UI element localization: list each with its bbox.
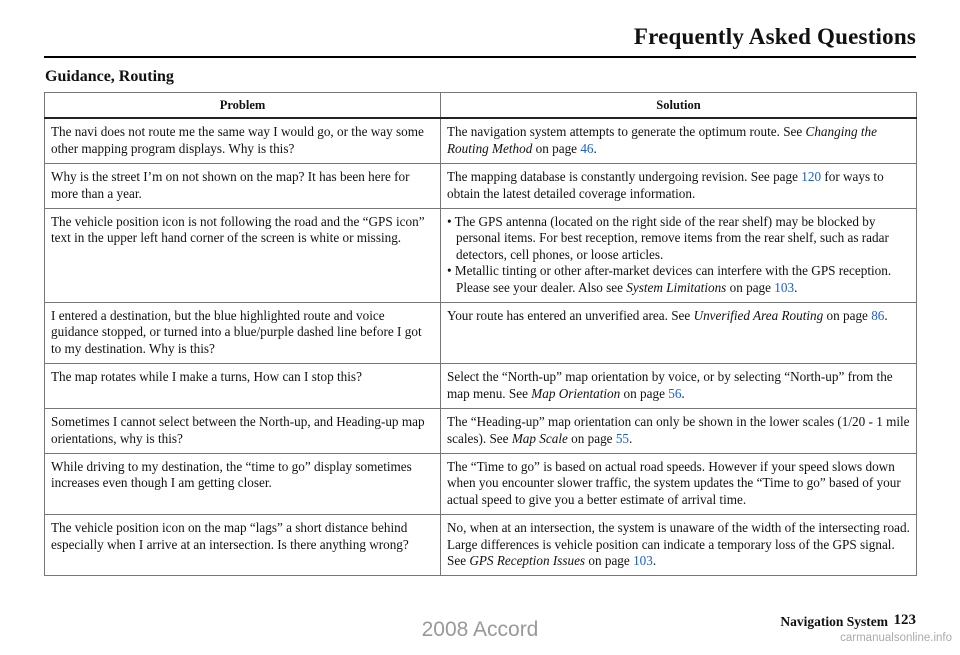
problem-cell: The vehicle position icon is not following the road and the “GPS icon” text in the upper left hand corner of the screen is white or missing. [45,209,441,303]
solution-cell [441,164,917,209]
problem-cell: The vehicle position icon on the map “lags” a short distance behind especially when I arrive at an intersection. Is there anything wrong? [45,515,441,576]
problem-column-header: Problem [45,93,441,119]
solution-bullet [447,263,910,296]
table-row [45,409,917,454]
page-link[interactable]: 103 [633,552,653,568]
solution-text: . [629,430,633,446]
solution-text: . [681,385,685,401]
problem-cell: I entered a destination, but the blue highlighted route and voice guidance stopped, or turned into a blue/purple dashed line before I got to my destination. Why is this? [45,303,441,364]
solution-text: on page [620,385,669,401]
problem-cell: While driving to my destination, the “time to go” display sometimes increases even though I am getting closer. [45,453,441,514]
solution-text: on page [532,140,581,156]
page-number: 123 [893,612,916,628]
cross-reference-link[interactable]: Unverified Area Routing [693,308,824,324]
problem-cell: Why is the street I’m on not shown on the map? It has been here for more than a year. [45,164,441,209]
solution-text: on page [585,552,634,568]
table-row [45,303,917,364]
watermark-site: carmanualsonline.info [840,632,952,644]
solution-text: for ways to obtain the latest detailed coverage information. [447,169,884,201]
solution-cell [441,209,917,303]
solution-bullet: • The GPS antenna (located on the right side of the rear shelf) may be blocked by personal items. For best reception, remove items from the rear shelf, such as radar detectors, cell phones, or loose articles. [447,214,889,262]
page-link[interactable]: 103 [774,279,795,295]
cross-reference-link[interactable]: System Limitations [626,279,727,295]
solution-column-header: Solution [441,93,917,119]
solution-text: . [593,140,597,156]
solution-text: No, when at an intersection, the system is unaware of the width of the intersecting road. Large differences is vehicle position can indicate a temporary loss of the GPS signal. See [447,520,910,568]
solution-text: on page [726,279,775,295]
solution-bullet-list [447,214,910,296]
table-row [45,164,917,209]
faq-table [44,92,917,576]
solution-cell [441,303,917,364]
solution-cell [441,118,917,163]
solution-text: . [884,308,888,324]
problem-cell: The navi does not route me the same way I would go, or the way some other mapping program displays. Why is this? [45,118,441,163]
problem-cell: The map rotates while I make a turns, How can I stop this? [45,364,441,409]
solution-cell [441,409,917,454]
solution-text: The mapping database is constantly undergoing revision. See page [447,169,802,185]
solution-text: on page [567,430,616,446]
header-divider [44,56,916,58]
page-link[interactable]: 56 [668,385,682,401]
solution-cell [441,364,917,409]
page-link[interactable]: 120 [801,169,822,185]
cross-reference-link[interactable]: Map Orientation [531,385,621,401]
cross-reference-link[interactable]: GPS Reception Issues [469,552,586,568]
table-row [45,364,917,409]
table-header-row [45,93,917,119]
watermark-text: 2008 Accord [421,618,539,641]
solution-text: The navigation system attempts to generate the optimum route. See [447,124,806,140]
solution-text: . [652,552,657,568]
table-row [45,118,917,163]
cross-reference-link[interactable]: Map Scale [511,430,568,446]
cross-reference-link[interactable]: Changing the Routing Method [447,124,877,156]
solution-text: The “Heading-up” map orientation can only be shown in the lower scales (1/20 - 1 mile scales). See [447,414,910,446]
solution-cell: The “Time to go” is based on actual road speeds. However if your speed slows down when you encounter slower traffic, the system updates the “Time to go” based of your actual speed to give you a better estimate of arrival time. [441,453,917,514]
footer-label: Navigation System [780,614,888,629]
solution-text: • Metallic tinting or other after-market devices can interfere with the GPS reception. Please see your dealer. Also see [447,263,892,295]
table-row [45,453,917,514]
solution-text: Your route has entered an unverified area. See [447,308,694,324]
solution-text: Select the “North-up” map orientation by voice, or by selecting “North-up” from the map menu. See [447,369,893,401]
page-title: Frequently Asked Questions [633,24,916,49]
table-row [45,209,917,303]
section-heading: Guidance, Routing [45,68,174,85]
solution-cell [441,515,917,576]
problem-cell: Sometimes I cannot select between the North-up, and Heading-up map orientations, why is this? [45,409,441,454]
page-link[interactable]: 46 [580,140,594,156]
solution-text: . [794,279,798,295]
table-row [45,515,917,576]
solution-text: on page [823,308,872,324]
page-link[interactable]: 55 [615,430,630,446]
page-link[interactable]: 86 [871,308,885,324]
